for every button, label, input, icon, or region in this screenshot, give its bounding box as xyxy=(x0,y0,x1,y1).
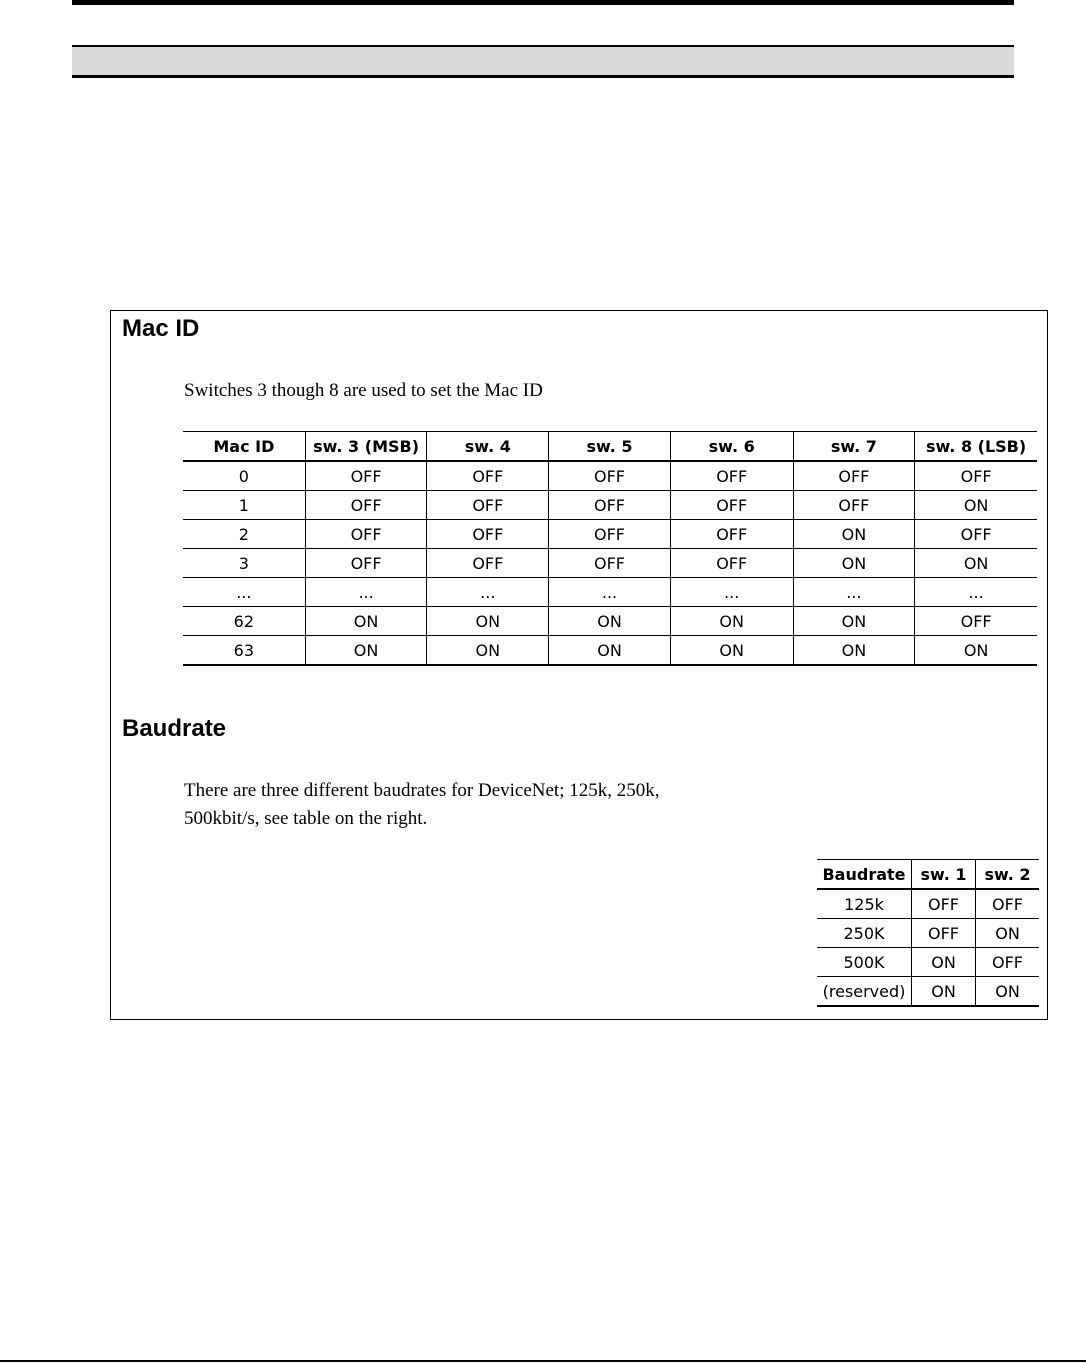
table-cell: 62 xyxy=(183,607,305,636)
table-cell: OFF xyxy=(915,461,1037,491)
table-cell: (reserved) xyxy=(817,977,912,1007)
table-cell: 2 xyxy=(183,520,305,549)
table-row xyxy=(183,520,1037,549)
table-cell: ON xyxy=(549,607,671,636)
content-frame xyxy=(110,310,1048,1020)
table-cell: OFF xyxy=(549,461,671,491)
table-cell: OFF xyxy=(427,491,549,520)
macid-intro-text: Switches 3 though 8 are used to set the Mac ID xyxy=(184,380,543,401)
table-row xyxy=(817,919,1039,948)
table-cell: ON xyxy=(976,977,1040,1007)
table-cell: OFF xyxy=(793,491,915,520)
table-cell: ON xyxy=(915,491,1037,520)
table-cell: OFF xyxy=(915,520,1037,549)
table-cell: OFF xyxy=(427,520,549,549)
table-cell: OFF xyxy=(912,919,976,948)
table-cell: OFF xyxy=(670,461,793,491)
table-row xyxy=(183,461,1037,491)
table-cell: 1 xyxy=(183,491,305,520)
macid-header-row xyxy=(183,432,1037,462)
table-row xyxy=(817,948,1039,977)
table-cell: OFF xyxy=(305,461,427,491)
macid-col-header: sw. 7 xyxy=(793,432,915,462)
page-header-bar xyxy=(72,45,1014,78)
table-cell: ... xyxy=(427,578,549,607)
macid-table xyxy=(183,431,1037,666)
table-cell: OFF xyxy=(670,491,793,520)
table-cell: 500K xyxy=(817,948,912,977)
table-cell: OFF xyxy=(305,491,427,520)
macid-col-header: sw. 3 (MSB) xyxy=(305,432,427,462)
table-cell: ... xyxy=(183,578,305,607)
table-cell: OFF xyxy=(793,461,915,491)
macid-col-header: sw. 5 xyxy=(549,432,671,462)
table-cell: ... xyxy=(793,578,915,607)
table-cell: ON xyxy=(305,636,427,666)
table-cell: OFF xyxy=(305,549,427,578)
table-cell: OFF xyxy=(549,491,671,520)
table-row xyxy=(183,636,1037,666)
table-cell: 63 xyxy=(183,636,305,666)
macid-col-header: sw. 8 (LSB) xyxy=(915,432,1037,462)
table-row xyxy=(183,607,1037,636)
table-cell: OFF xyxy=(670,520,793,549)
table-cell: ON xyxy=(915,636,1037,666)
table-cell: 250K xyxy=(817,919,912,948)
macid-heading: Mac ID xyxy=(122,315,200,342)
baudrate-intro-text: There are three different baudrates for DeviceNet; 125k, 250k, 500kbit/s, see table on the right. xyxy=(184,780,660,829)
table-row xyxy=(183,549,1037,578)
table-cell: ON xyxy=(912,977,976,1007)
table-cell: ... xyxy=(305,578,427,607)
table-cell: ON xyxy=(793,636,915,666)
table-cell: ON xyxy=(976,919,1040,948)
table-cell: ON xyxy=(427,636,549,666)
baudrate-col-header: sw. 2 xyxy=(976,860,1040,890)
table-cell: OFF xyxy=(915,607,1037,636)
table-cell: ON xyxy=(915,549,1037,578)
table-row xyxy=(183,491,1037,520)
baudrate-col-header: Baudrate xyxy=(817,860,912,890)
table-cell: OFF xyxy=(670,549,793,578)
table-cell: ... xyxy=(915,578,1037,607)
table-cell: OFF xyxy=(305,520,427,549)
table-cell: ON xyxy=(549,636,671,666)
table-cell: OFF xyxy=(549,520,671,549)
table-cell: ON xyxy=(912,948,976,977)
table-cell: ON xyxy=(305,607,427,636)
baudrate-col-header: sw. 1 xyxy=(912,860,976,890)
baudrate-heading: Baudrate xyxy=(122,715,227,742)
table-cell: OFF xyxy=(976,948,1040,977)
table-cell: OFF xyxy=(427,549,549,578)
table-row xyxy=(183,578,1037,607)
bottom-rule xyxy=(0,1360,1086,1362)
macid-col-header: sw. 4 xyxy=(427,432,549,462)
table-cell: ON xyxy=(793,549,915,578)
table-cell: ... xyxy=(670,578,793,607)
table-cell: 0 xyxy=(183,461,305,491)
table-cell: ON xyxy=(670,607,793,636)
table-cell: 125k xyxy=(817,889,912,919)
table-cell: 3 xyxy=(183,549,305,578)
macid-col-header: sw. 6 xyxy=(670,432,793,462)
table-cell: OFF xyxy=(549,549,671,578)
macid-col-header: Mac ID xyxy=(183,432,305,462)
table-cell: ON xyxy=(793,520,915,549)
table-cell: ON xyxy=(670,636,793,666)
table-cell: ... xyxy=(549,578,671,607)
table-row xyxy=(817,977,1039,1007)
table-cell: OFF xyxy=(976,889,1040,919)
table-cell: ON xyxy=(427,607,549,636)
baudrate-header-row xyxy=(817,860,1039,890)
top-rule xyxy=(72,0,1014,5)
table-cell: ON xyxy=(793,607,915,636)
table-row xyxy=(817,889,1039,919)
baudrate-table xyxy=(817,859,1039,1007)
table-cell: OFF xyxy=(427,461,549,491)
table-cell: OFF xyxy=(912,889,976,919)
